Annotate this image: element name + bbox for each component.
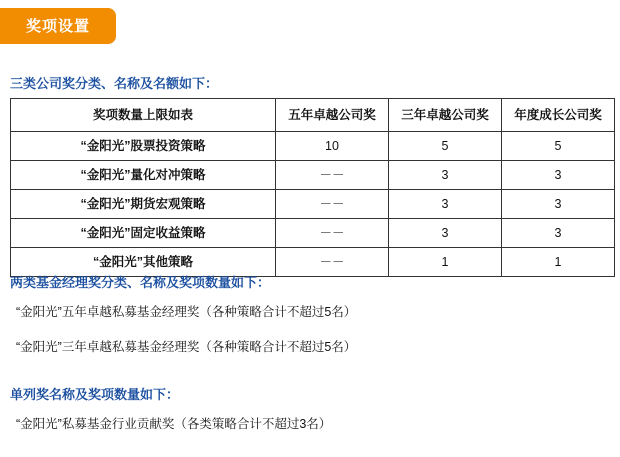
paragraph-industry-contribution: “金阳光”私募基金行业贡献奖（各类策略合计不超过3名）: [16, 417, 332, 431]
cell-five-year: 10: [276, 132, 389, 161]
row-label: “金阳光”期货宏观策略: [11, 190, 276, 219]
section-heading-company-awards: 三类公司奖分类、名称及名额如下：: [10, 76, 219, 91]
row-label: “金阳光”固定收益策略: [11, 219, 276, 248]
table-row: [11, 190, 615, 219]
cell-annual-growth: 3: [502, 161, 615, 190]
column-header-five-year: 五年卓越公司奖: [276, 99, 389, 132]
cell-annual-growth: 3: [502, 190, 615, 219]
cell-annual-growth: 5: [502, 132, 615, 161]
table-header: [11, 99, 615, 132]
row-label: “金阳光”其他策略: [11, 248, 276, 277]
cell-five-year: －－: [276, 190, 389, 219]
cell-three-year: 3: [389, 219, 502, 248]
section-heading-fund-manager-awards: 两类基金经理奖分类、名称及奖项数量如下：: [10, 275, 271, 290]
row-label: “金阳光”股票投资策略: [11, 132, 276, 161]
cell-annual-growth: 3: [502, 219, 615, 248]
table-body: [11, 132, 615, 277]
cell-three-year: 5: [389, 132, 502, 161]
cell-five-year: －－: [276, 248, 389, 277]
cell-five-year: －－: [276, 161, 389, 190]
awards-table: [10, 98, 615, 277]
column-header-three-year: 三年卓越公司奖: [389, 99, 502, 132]
column-header-annual-growth: 年度成长公司奖: [502, 99, 615, 132]
cell-five-year: －－: [276, 219, 389, 248]
cell-annual-growth: 1: [502, 248, 615, 277]
cell-three-year: 3: [389, 190, 502, 219]
row-label: “金阳光”量化对冲策略: [11, 161, 276, 190]
column-header-name: 奖项数量上限如表: [11, 99, 276, 132]
table-row: [11, 132, 615, 161]
paragraph-fund-manager-3y: “金阳光”三年卓越私募基金经理奖（各种策略合计不超过5名）: [16, 340, 357, 354]
cell-three-year: 1: [389, 248, 502, 277]
paragraph-fund-manager-5y: “金阳光”五年卓越私募基金经理奖（各种策略合计不超过5名）: [16, 305, 357, 319]
table-row: [11, 161, 615, 190]
page-title: 奖项设置: [25, 17, 90, 35]
section-heading-single-award: 单列奖名称及奖项数量如下：: [10, 387, 180, 402]
page-title-tab: [0, 8, 116, 44]
table-header-row: [11, 99, 615, 132]
table-row: [11, 219, 615, 248]
cell-three-year: 3: [389, 161, 502, 190]
